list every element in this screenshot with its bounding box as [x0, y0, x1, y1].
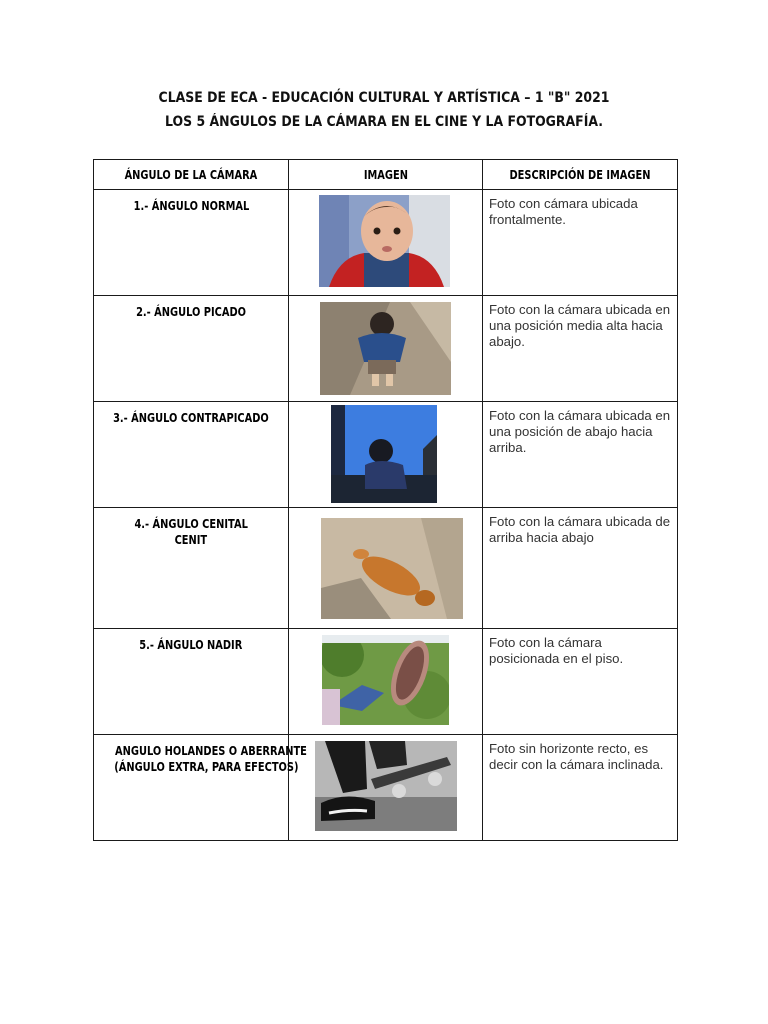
- person-from-below-photo: [331, 405, 437, 503]
- angle-cell: 2.- ÁNGULO PICADO: [94, 296, 289, 402]
- image-cell: [289, 735, 483, 841]
- column-header-angle: ÁNGULO DE LA CÁMARA: [94, 160, 289, 190]
- table-row: [94, 629, 678, 735]
- image-cell: [289, 508, 483, 629]
- baby-face-photo: [319, 195, 450, 287]
- image-cell: [289, 190, 483, 296]
- camera-angles-table: [93, 159, 678, 841]
- angle-cell: 3.- ÁNGULO CONTRAPICADO: [94, 402, 289, 508]
- image-cell: [289, 296, 483, 402]
- description-cell: Foto con cámara ubicada frontalmente.: [483, 190, 678, 296]
- document-title: CLASE DE ECA - EDUCACIÓN CULTURAL Y ARTÍSTICA – 1 "B" 2021: [158, 90, 610, 106]
- table-row: [94, 296, 678, 402]
- table-row: [94, 735, 678, 841]
- table-header-row: [94, 160, 678, 190]
- image-cell: [289, 402, 483, 508]
- table-row: [94, 402, 678, 508]
- angle-cell: 1.- ÁNGULO NORMAL: [94, 190, 289, 296]
- dog-from-above-photo: [321, 518, 463, 619]
- column-header-description: DESCRIPCIÓN DE IMAGEN: [483, 160, 678, 190]
- skateboard-tilted-photo: [315, 741, 457, 831]
- angle-cell: 4.- ÁNGULO CENITAL CENIT: [94, 508, 289, 629]
- column-header-image: IMAGEN: [289, 160, 483, 190]
- image-cell: [289, 629, 483, 735]
- description-cell: Foto con la cámara ubicada en una posición media alta hacia abajo.: [483, 296, 678, 402]
- description-cell: Foto sin horizonte recto, es decir con la cámara inclinada.: [483, 735, 678, 841]
- table-row: [94, 508, 678, 629]
- document-subtitle: LOS 5 ÁNGULOS DE LA CÁMARA EN EL CINE Y LA FOTOGRAFÍA.: [165, 114, 603, 130]
- shoe-sole-from-ground-photo: [322, 635, 449, 725]
- description-cell: Foto con la cámara posicionada en el piso.: [483, 629, 678, 735]
- angle-cell: 5.- ÁNGULO NADIR: [94, 629, 289, 735]
- angle-cell: ANGULO HOLANDES O ABERRANTE (ÁNGULO EXTRA, PARA EFECTOS): [94, 735, 289, 841]
- table-row: [94, 190, 678, 296]
- description-cell: Foto con la cámara ubicada en una posición de abajo hacia arriba.: [483, 402, 678, 508]
- child-from-above-photo: [320, 302, 451, 395]
- description-cell: Foto con la cámara ubicada de arriba hacia abajo: [483, 508, 678, 629]
